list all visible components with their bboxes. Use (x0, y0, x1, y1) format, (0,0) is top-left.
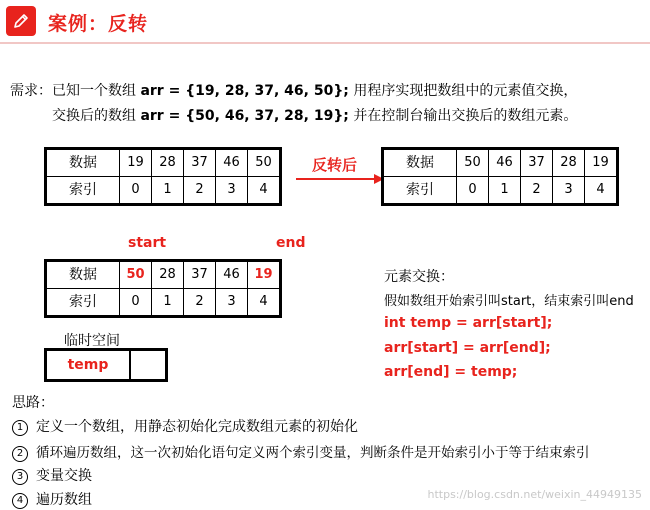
data-cell: 19 (120, 149, 152, 177)
data-cell: 50 (457, 149, 489, 177)
arrow-label: 反转后 (312, 156, 358, 174)
step-text: 遍历数组 (36, 492, 92, 508)
index-cell: 0 (120, 177, 152, 205)
index-cell: 3 (553, 177, 585, 205)
table-row-index (383, 177, 618, 205)
index-cell: 0 (120, 289, 152, 317)
table-row-data (46, 149, 281, 177)
watermark: https://blog.csdn.net/weixin_44949135 (427, 488, 642, 501)
requirement-line-1-code: arr = {19, 28, 37, 46, 50}; (140, 83, 349, 99)
right-arrow-icon (296, 172, 386, 186)
approach-step (12, 416, 358, 436)
row-label-data: 数据 (383, 149, 457, 177)
row-label-index: 索引 (46, 289, 120, 317)
temp-caption: 临时空间 (64, 333, 120, 349)
data-cell: 28 (152, 149, 184, 177)
step-number: 3 (12, 469, 28, 485)
data-cell: 37 (521, 149, 553, 177)
array-table-after (381, 147, 619, 206)
row-label-index: 索引 (383, 177, 457, 205)
swap-code-line-2: arr[start] = arr[end]; (384, 340, 551, 356)
requirement-line-2-code: arr = {50, 46, 37, 28, 19}; (140, 108, 349, 124)
index-cell: 1 (152, 177, 184, 205)
data-cell-start: 50 (120, 261, 152, 289)
step-number: 1 (12, 420, 28, 436)
swap-code-line-3: arr[end] = temp; (384, 364, 518, 380)
approach-step (12, 489, 92, 509)
array-table-before (44, 147, 282, 206)
start-label: start (128, 235, 167, 251)
index-cell: 4 (585, 177, 618, 205)
requirement-line-1-suffix: 用程序实现把数组中的元素值交换， (348, 83, 578, 99)
swap-heading: 元素交换： (384, 269, 454, 285)
data-cell: 46 (216, 149, 248, 177)
row-label-index: 索引 (46, 177, 120, 205)
index-cell: 3 (216, 177, 248, 205)
data-cell: 50 (248, 149, 281, 177)
table-row-data (383, 149, 618, 177)
swap-code-line-1: int temp = arr[start]; (384, 315, 553, 331)
index-cell: 0 (457, 177, 489, 205)
step-text: 变量交换 (36, 468, 92, 484)
array-table-swap (44, 259, 282, 318)
table-row-data (46, 261, 281, 289)
approach-heading: 思路： (12, 395, 54, 411)
step-text: 循环遍历数组，这一次初始化语句定义两个索引变量，判断条件是开始索引小于等于结束索引 (36, 445, 590, 461)
row-label-data: 数据 (46, 261, 120, 289)
page-title: 案例：反转 (48, 13, 149, 35)
data-cell: 46 (216, 261, 248, 289)
swap-assume: 假如数组开始索引叫start，结束索引叫end (384, 294, 634, 309)
index-cell: 1 (489, 177, 521, 205)
requirement-line-1-prefix: 需求：已知一个数组 (10, 83, 141, 99)
index-cell: 3 (216, 289, 248, 317)
table-row-index (46, 177, 281, 205)
index-cell: 2 (184, 289, 216, 317)
requirement-line-1 (10, 80, 577, 100)
temp-box (44, 348, 168, 382)
data-cell-end: 19 (248, 261, 281, 289)
data-cell: 28 (553, 149, 585, 177)
index-cell: 2 (184, 177, 216, 205)
data-cell: 37 (184, 149, 216, 177)
data-cell: 28 (152, 261, 184, 289)
temp-label: temp (47, 351, 131, 379)
step-text: 定义一个数组，用静态初始化完成数组元素的初始化 (36, 419, 358, 435)
step-number: 4 (12, 493, 28, 509)
temp-value (131, 351, 165, 379)
index-cell: 2 (521, 177, 553, 205)
index-cell: 4 (248, 289, 281, 317)
row-label-data: 数据 (46, 149, 120, 177)
data-cell: 37 (184, 261, 216, 289)
data-cell: 46 (489, 149, 521, 177)
requirement-line-2-prefix: 交换后的数组 (52, 108, 141, 124)
step-number: 2 (12, 446, 28, 462)
requirement-line-2 (52, 105, 577, 125)
approach-step (12, 465, 92, 485)
index-cell: 4 (248, 177, 281, 205)
approach-step (12, 441, 590, 462)
header-divider (0, 42, 650, 44)
requirement-line-2-suffix: 并在控制台输出交换后的数组元素。 (348, 108, 578, 124)
data-cell: 19 (585, 149, 618, 177)
end-label: end (276, 235, 306, 251)
index-cell: 1 (152, 289, 184, 317)
table-row-index (46, 289, 281, 317)
pencil-icon (6, 6, 36, 36)
